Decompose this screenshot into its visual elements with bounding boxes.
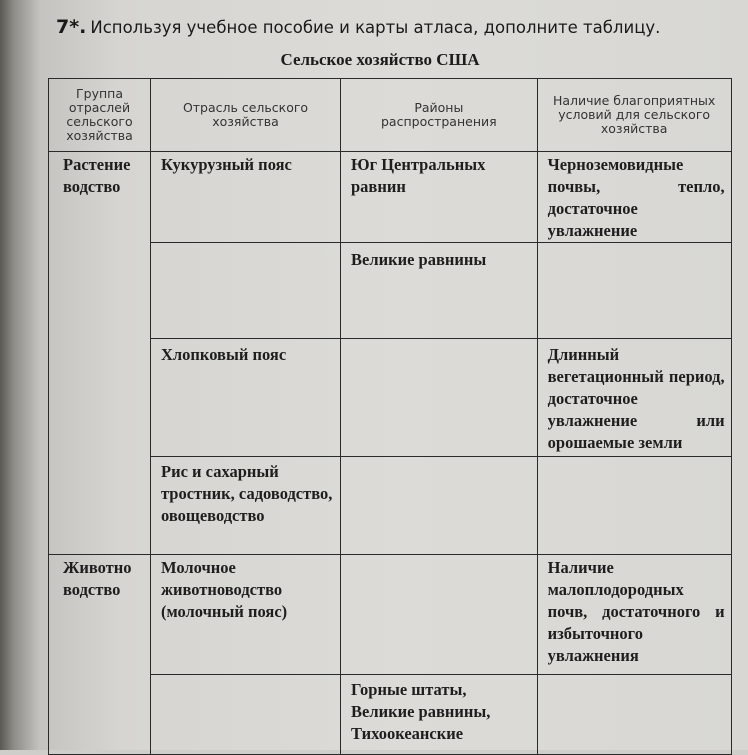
branch-text bbox=[161, 243, 334, 245]
conditions-cell bbox=[537, 339, 731, 457]
regions-text: Юг Центральных равнин bbox=[351, 155, 486, 196]
task-heading bbox=[56, 16, 736, 38]
conditions-text: Черноземовидные почвы, тепло, достаточное увлажнение bbox=[547, 155, 725, 240]
header-conditions: Наличие благоприятных условий для сельского хозяйства bbox=[537, 79, 731, 152]
conditions-cell bbox=[537, 152, 731, 243]
group-cell bbox=[49, 555, 151, 755]
conditions-cell bbox=[537, 243, 731, 339]
regions-cell bbox=[341, 339, 538, 457]
conditions-text: Длинный вегетационный период, достаточное увлажнение или орошаемые земли bbox=[547, 345, 725, 452]
branch-cell bbox=[151, 243, 341, 339]
branch-text bbox=[161, 675, 334, 677]
branch-cell bbox=[151, 339, 341, 457]
regions-text: Великие равнины bbox=[351, 250, 487, 269]
branch-text: Хлопковый пояс bbox=[161, 345, 287, 364]
group-name: Растениеводство bbox=[63, 155, 131, 196]
header-group: Группа отраслей сельского хозяйства bbox=[49, 79, 151, 152]
branch-text: Рис и сахарный тростник, садоводство, овощеводство bbox=[161, 462, 333, 525]
header-regions: Районы распространения bbox=[341, 79, 538, 152]
header-row bbox=[49, 79, 732, 152]
table-row bbox=[49, 243, 732, 339]
conditions-text bbox=[548, 457, 725, 459]
group-name: Животноводство bbox=[63, 558, 132, 599]
branch-cell bbox=[151, 675, 341, 755]
table-row bbox=[49, 675, 732, 755]
table-row bbox=[49, 457, 732, 555]
table-row bbox=[49, 152, 732, 243]
regions-cell bbox=[341, 675, 538, 755]
conditions-text bbox=[548, 243, 725, 245]
table-row bbox=[49, 555, 732, 675]
table-caption: Сельское хозяйство США bbox=[280, 50, 480, 69]
task-number: 7*. bbox=[56, 16, 87, 38]
branch-cell bbox=[151, 555, 341, 675]
branch-cell bbox=[151, 457, 341, 555]
conditions-cell bbox=[537, 675, 731, 755]
regions-text: Горные штаты, Великие равнины, Тихоокеанские bbox=[351, 680, 491, 743]
regions-text bbox=[351, 457, 531, 459]
conditions-text bbox=[548, 675, 725, 677]
regions-cell bbox=[341, 457, 538, 555]
branch-text: Кукурузный пояс bbox=[161, 155, 292, 174]
group-cell bbox=[49, 152, 151, 555]
conditions-text: Наличие малоплодородных почв, достаточного и избыточного увлажнения bbox=[547, 558, 725, 665]
branch-text: Молочное животноводство (молочный пояс) bbox=[161, 558, 288, 621]
conditions-cell bbox=[537, 555, 731, 675]
conditions-cell bbox=[537, 457, 731, 555]
regions-cell bbox=[341, 555, 538, 675]
branch-cell bbox=[151, 152, 341, 243]
agriculture-table bbox=[48, 78, 732, 755]
task-instruction: Используя учебное пособие и карты атласа, дополните таблицу. bbox=[90, 18, 661, 37]
table-row bbox=[49, 339, 732, 457]
regions-cell bbox=[341, 243, 538, 339]
regions-text bbox=[351, 339, 531, 341]
header-branch: Отрасль сельского хозяйства bbox=[151, 79, 341, 152]
regions-cell bbox=[341, 152, 538, 243]
regions-text bbox=[351, 555, 531, 557]
